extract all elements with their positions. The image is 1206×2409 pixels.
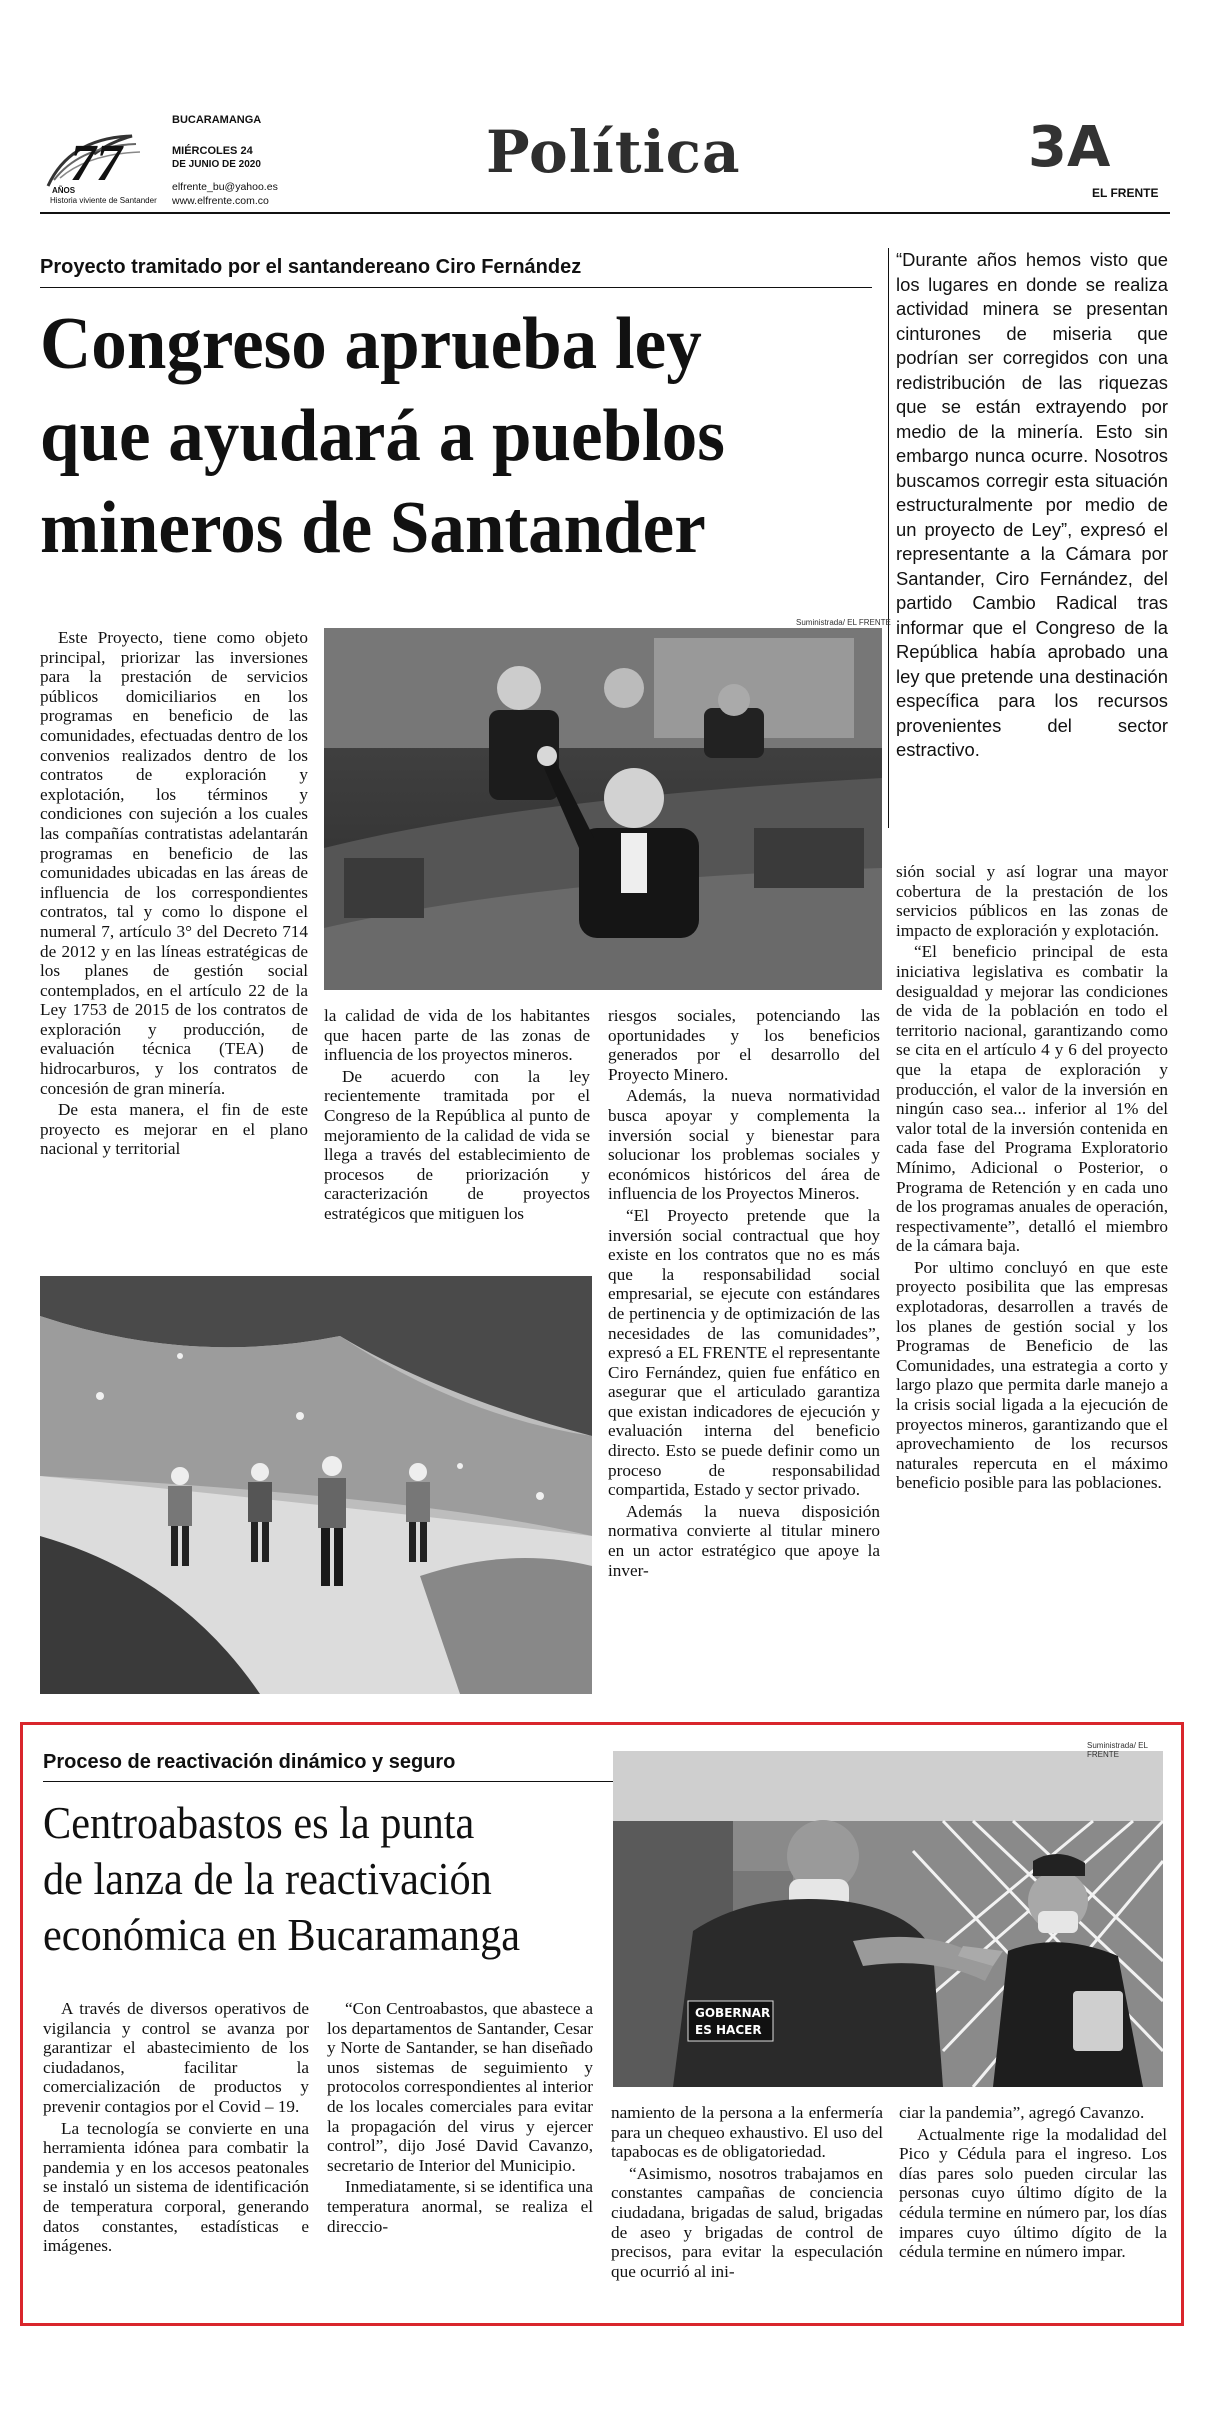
paragraph: sión social y así lograr una mayor cobertura de la prestación de los servicios públicos en las zonas de impacto de exploración y explotación. <box>896 862 1168 940</box>
headline-line: que ayudará a pueblos <box>40 395 725 477</box>
article-column-2 <box>324 1006 590 1224</box>
masthead-email[interactable]: elfrente_bu@yahoo.es <box>172 181 278 193</box>
article-column-4 <box>899 2103 1167 2262</box>
paragraph: Además, la nueva normatividad busca apoyar y complementa la inversión social y bienestar para solucionar los problemas sociales y económicos históricos del área de influencia de los Proyectos Mineros. <box>608 1086 880 1204</box>
headline-line: de lanza de la reactivación <box>43 1853 492 1904</box>
article-headline <box>40 298 890 574</box>
article-kicker: Proceso de reactivación dinámico y seguro <box>43 1751 456 1773</box>
sidebar-rule <box>888 248 889 828</box>
photo-credit: Suministrada/ EL FRENTE <box>796 618 891 627</box>
article-headline <box>43 1795 623 1963</box>
article-column-1 <box>40 628 308 1159</box>
article-column-1 <box>43 1999 309 2256</box>
paragraph: La tecnología se convierte en una herramienta idónea para combatir la pandemia y en los accesos peatonales se instaló un sistema de identificación de temperatura corporal, generando datos constantes, estadísticas e imágenes. <box>43 2118 309 2256</box>
vest-text: ES HACER <box>695 2023 762 2037</box>
paragraph: la calidad de vida de los habitantes que hacen parte de las zonas de influencia de los proyectos mineros. <box>324 1006 590 1065</box>
photo-credit: Suministrada/ EL FRENTE <box>1087 1741 1148 1759</box>
sidebar-quote <box>896 248 1168 763</box>
article-column-3 <box>608 1006 880 1580</box>
article-kicker: Proyecto tramitado por el santandereano Ciro Fernández <box>40 256 582 278</box>
headline-line: Centroabastos es la punta <box>43 1797 475 1848</box>
miners-photo <box>40 1276 592 1694</box>
headline-line: económica en Bucaramanga <box>43 1909 521 1960</box>
logo-tagline: Historia viviente de Santander <box>50 196 157 205</box>
kicker-rule <box>40 287 872 288</box>
article-centroabastos[interactable] <box>20 1722 1184 2326</box>
logo-number: 77 <box>70 135 122 192</box>
paragraph: A través de diversos operativos de vigilancia y control se avanza por garantizar el abastecimiento de los ciudadanos, facilitar la comercialización de productos y prevenir contagios por el Covid – 19. <box>43 1999 309 2116</box>
paragraph: ciar la pandemia”, agregó Cavanzo. <box>899 2103 1145 2122</box>
centroabastos-photo <box>613 1751 1163 2087</box>
paragraph: riesgos sociales, potenciando las oportunidades y los beneficios generados por el desarrollo del Proyecto Minero. <box>608 1006 880 1084</box>
headline-line: mineros de Santander <box>40 487 706 569</box>
paragraph: Inmediatamente, si se identifica una temperatura anormal, se realiza el direccio- <box>327 2177 593 2236</box>
dateline-day: MIÉRCOLES 24 <box>172 145 253 157</box>
sidebar-text: “Durante años hemos visto que los lugares en donde se realiza actividad minera se presentan cinturones de miseria que podrían ser corregidos con una redistribución de las riquezas que se están extrayendo por medio de la minería. Esto sin embargo nunca ocurre. Nosotros buscamos corregir esta situación estructuralmente por medio de un proyecto de Ley”, expresó el representante a la Cámara por Santander, Ciro Fernández, del partido Cambio Radical tras informar que el Congreso de la República había aprobado una ley que pretende una destinación específica para los recursos provenientes del sector estractivo. <box>896 249 1168 760</box>
section-title: Política <box>486 118 741 186</box>
paragraph: De acuerdo con la ley recientemente tramitada por el Congreso de la República al punto de mejoramiento de la calidad de vida se llega a través del establecimiento de procesos de priorización y caracterización de proyectos estratégicos que mitiguen los <box>324 1066 590 1223</box>
dateline-city: BUCARAMANGA <box>172 114 262 126</box>
dateline-date: DE JUNIO DE 2020 <box>172 159 261 170</box>
congress-photo <box>324 628 882 990</box>
paragraph: namiento de la persona a la enfermería para un chequeo exhaustivo. El uso del tapabocas es de obligatoriedad. <box>611 2103 883 2162</box>
paragraph: Actualmente rige la modalidad del Pico y Cédula para el ingreso. Los días pares solo pueden circular las personas cuyo último dígito de la cédula termine en número par, los días impares cuyo último dígito de la cédula termine en número impar. <box>899 2124 1167 2262</box>
kicker-rule <box>43 1781 613 1782</box>
vest-text: GOBERNAR <box>695 2006 771 2020</box>
paragraph: Además la nueva disposición normativa convierte al titular minero en un actor estratégico que apoye la inver- <box>608 1501 880 1580</box>
masthead-website[interactable]: www.elfrente.com.co <box>172 195 269 207</box>
paragraph: “Con Centroabastos, que abastece a los departamentos de Santander, Cesar y Norte de Santander, se han diseñado unos sistemas de seguimiento y protocolos correspondientes al interior de los locales comerciales para evitar la propagación del virus y ejercer control”, dijo José David Cavanzo, secretario de Interior del Municipio. <box>327 1999 593 2175</box>
paragraph: “Asimismo, nosotros trabajamos en constantes campañas de conciencia ciudadana, brigadas de salud, brigadas de aseo y brigadas de control de precisos, para evitar la especulación que ocurrió al ini- <box>611 2163 883 2281</box>
paragraph: “El beneficio principal de esta iniciativa legislativa es combatir la desigualdad y mejorar las condiciones de vida de la población en todo el territorio nacional, garantizando como se cita en el artículo 4 y 6 del proyecto que la etapa de exploración y producción, el valor de la inversión en ningún caso sea... inferior al 1% del valor total de la inversión contenida en cada fase del Programa Exploratorio Mínimo, Adicional o Posterior, o Programa de Retención y en cada uno de los programas anuales de operación, respectivamente”, detalló el miembro de la cámara baja. <box>896 942 1168 1256</box>
page-paper-name: EL FRENTE <box>1092 186 1159 200</box>
paragraph: De esta manera, el fin de este proyecto es mejorar en el plano nacional y territorial <box>40 1100 308 1159</box>
logo-years: AÑOS <box>52 186 76 195</box>
paragraph: Este Proyecto, tiene como objeto principal, priorizar las inversiones para la prestación de servicios públicos domiciliarios en los programas en beneficio de las comunidades, efectuadas dentro de los convenios realizados dentro de los contratos de exploración y explotación, los términos y condiciones con sujeción a los cuales las compañías contratistas adelantarán programas en beneficio de las comunidades ubicadas en las áreas de influencia de los correspondientes contratos, tal y como lo dispone el numeral 7, artículo 3° del Decreto 714 de 2012 y en las líneas estratégicas de los planes de gestión social contemplados, en el artículo 22 de la Ley 1753 de 2015 de los contratos de exploración y producción, de evaluación técnica (TEA) de hidrocarburos, y los contratos de concesión de gran minería. <box>40 628 308 1098</box>
paragraph: “El Proyecto pretende que la inversión social contractual que hoy existe en los contratos que no es más que la responsabilidad social empresarial, se ejecute con estándares de pertinencia y de optimización de las necesidades de las comunidades”, expresó a EL FRENTE el representante Ciro Fernández, quien fue enfático en asegurar que el articulado garantiza que existan indicadores de ejecución y evaluación interna del beneficio directo. Esto se puede definir como un proceso de responsabilidad compartida, Estado y sector privado. <box>608 1205 880 1500</box>
article-column-3 <box>611 2103 883 2281</box>
page-number: 3A <box>1028 115 1111 180</box>
paragraph: Por ultimo concluyó en que este proyecto posibilita que las empresas explotadoras, desarrollen a través de los planes de gestión social y los Programas de Beneficio de las Comunidades, una estrategia a corto y largo plazo que permita darle manejo a la crisis social ligada a la ejecución de proyectos mineros, garantizando que el aprovechamiento de los recursos naturales repercuta en el máximo beneficio posible para las poblaciones. <box>896 1257 1168 1493</box>
headline-line: Congreso aprueba ley <box>40 303 702 385</box>
article-column-4 <box>896 862 1168 1493</box>
article-column-2 <box>327 1999 593 2236</box>
